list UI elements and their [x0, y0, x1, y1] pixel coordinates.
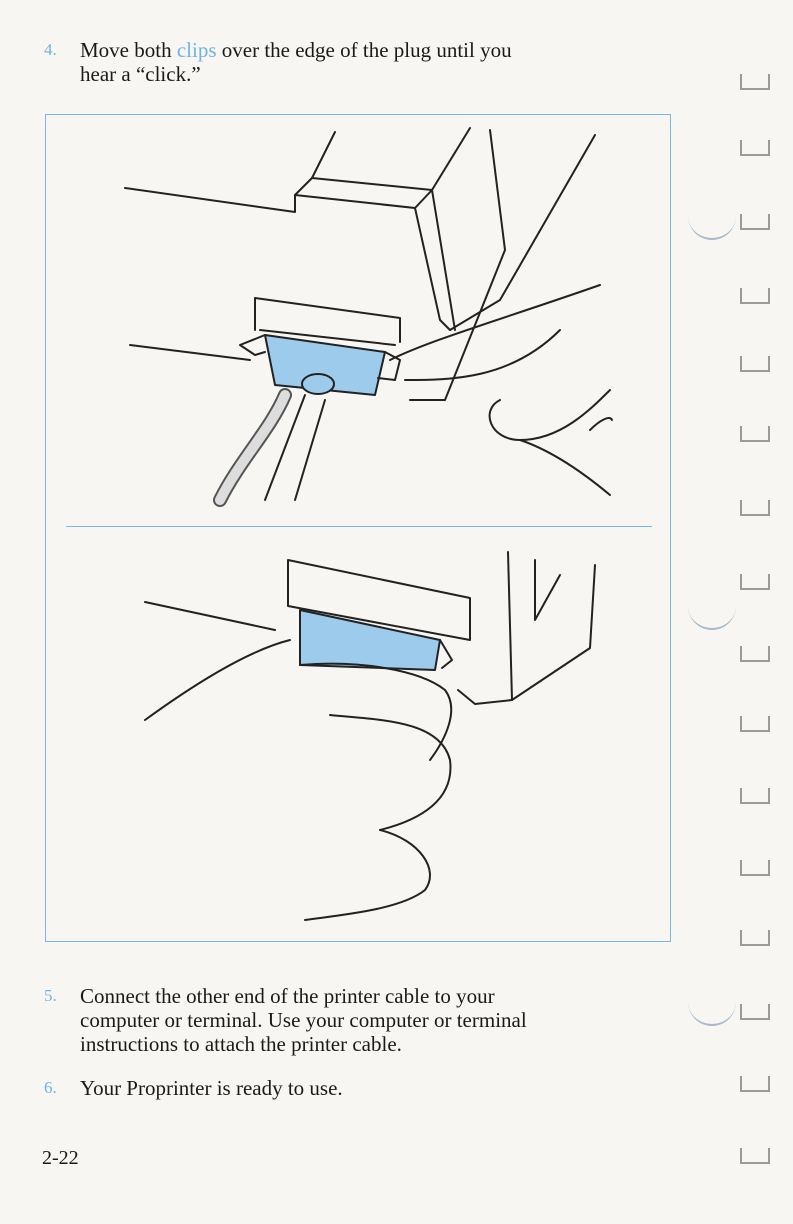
binder-tab: [740, 716, 770, 732]
binder-tab: [740, 500, 770, 516]
step-text-pre: Move both: [80, 38, 177, 62]
binder-tab: [740, 930, 770, 946]
step-number: 4.: [44, 40, 57, 59]
binder-tab: [740, 646, 770, 662]
plug-top: [240, 335, 400, 395]
binder-tab: [740, 1004, 770, 1020]
binder-tab: [740, 574, 770, 590]
binder-tab: [740, 74, 770, 90]
step-number: 5.: [44, 986, 57, 1005]
binder-tab: [740, 1076, 770, 1092]
binder-tab: [740, 288, 770, 304]
step-5: [44, 984, 684, 1062]
binder-tab: [740, 860, 770, 876]
clips-term: clips: [176, 38, 217, 62]
binder-tabs: [740, 0, 780, 1224]
binder-tab: [740, 1148, 770, 1164]
binder-tab: [740, 788, 770, 804]
binder-tab: [740, 356, 770, 372]
binder-tab: [740, 426, 770, 442]
plug-bottom: [300, 610, 452, 670]
step-text: Connect the other end of the printer cable to your computer or terminal. Use your computer or terminal instructions to attach the printer cable.: [80, 984, 527, 1056]
step-text-post: over the edge of the plug until you hear a “click.”: [80, 38, 512, 86]
step-text: Your Proprinter is ready to use.: [80, 1076, 343, 1100]
page-number: 2-22: [42, 1147, 79, 1169]
binder-tab: [740, 214, 770, 230]
step-number: 6.: [44, 1078, 57, 1097]
hand-bottom: [145, 640, 451, 920]
figure-divider: [66, 526, 652, 527]
hand-top: [390, 285, 612, 495]
step-6: [44, 1076, 684, 1104]
binder-tab: [740, 140, 770, 156]
